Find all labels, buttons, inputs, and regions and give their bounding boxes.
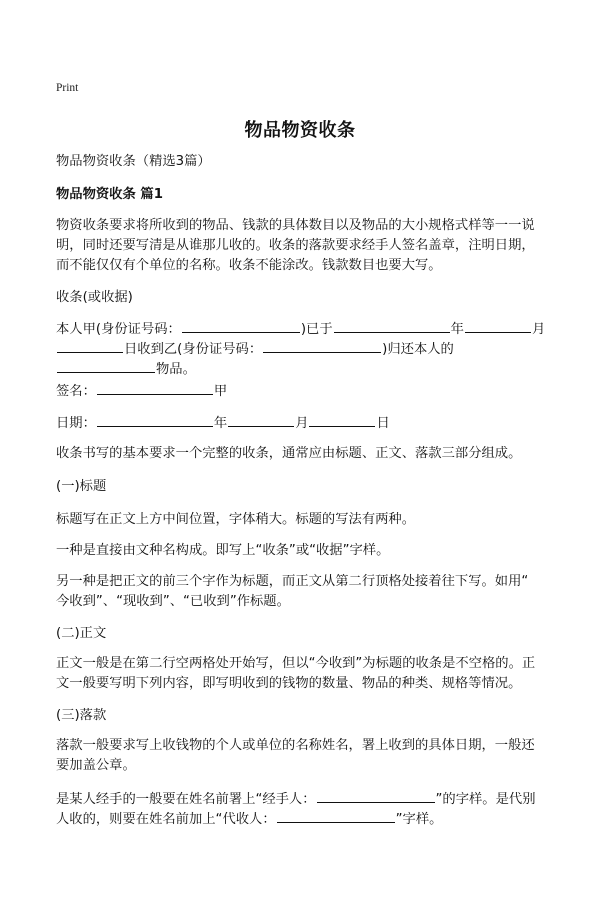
- day-blank: [57, 338, 123, 353]
- body-para-1: 正文一般是在第二行空两格处开始写，但以“今收到”为标题的收条是不空格的。正: [56, 656, 536, 671]
- id-number-blank-2: [263, 338, 381, 353]
- heading-sign-section: (三)落款: [56, 708, 107, 723]
- form-line-3: [56, 358, 552, 380]
- date-line: [56, 412, 552, 434]
- intro-line-3: 而不能仅仅有个单位的名称。收条不能涂改。钱款数目也要大写。: [56, 258, 442, 273]
- intro-line-2: 明，同时还要写清是从谁那儿收的。收条的落款要求经手人签名盖章，注明日期，: [56, 238, 535, 253]
- subtitle: 物品物资收条（精选3篇）: [56, 154, 211, 169]
- form-text-id-label: 本人甲(身份证号码：: [56, 322, 181, 337]
- date-month: 月: [295, 416, 309, 431]
- last-para-line-2: [56, 808, 552, 830]
- form-text-received: 日收到乙(身份证号码：: [124, 342, 263, 357]
- year-blank: [334, 318, 450, 333]
- last-para-text-2a: 人收的，则要在姓名前加上“代收人：: [56, 812, 276, 827]
- receipt-label: 收条(或收据): [56, 290, 133, 305]
- date-year: 年: [213, 416, 228, 431]
- form-text-month: 月: [531, 322, 546, 337]
- heading-body-section: (二)正文: [56, 626, 107, 641]
- title-para-2: 一种是直接由文种名构成。即写上“收条”或“收据”字样。: [56, 543, 390, 558]
- last-para-text-2b: ”字样。: [395, 812, 443, 827]
- signature-suffix: 甲: [213, 384, 228, 399]
- last-para-text-1a: 是某人经手的一般要在姓名前署上“经手人：: [56, 792, 316, 807]
- form-text-items: 物品。: [156, 362, 196, 377]
- date-year-blank: [97, 412, 213, 427]
- intro-line-1: 物资收条要求将所收到的物品、钱款的具体数目以及物品的大小规格式样等一一说: [56, 218, 535, 233]
- date-day-blank: [309, 412, 375, 427]
- section-heading: 物品物资收条 篇1: [56, 187, 163, 202]
- signature-label: 签名：: [56, 384, 96, 399]
- page-title: 物品物资收条: [244, 120, 356, 141]
- print-link[interactable]: Print: [56, 82, 79, 94]
- last-para-line-1: [56, 788, 552, 810]
- date-label: 日期：: [56, 416, 96, 431]
- form-text-year: 年: [450, 322, 464, 337]
- body-para-2: 文一般要写明下列内容，即写明收到的钱物的数量、物品的种类、规格等情况。: [56, 676, 522, 691]
- basic-requirement: 收条书写的基本要求一个完整的收条，通常应由标题、正文、落款三部分组成。: [56, 446, 522, 461]
- item-blank: [57, 358, 155, 373]
- signature-line: [56, 380, 552, 402]
- month-blank: [465, 318, 531, 333]
- date-month-blank: [228, 412, 294, 427]
- form-line-1: [56, 318, 552, 340]
- heading-title-section: (一)标题: [56, 479, 107, 494]
- sign-para-2: 要加盖公章。: [56, 758, 136, 773]
- signature-blank: [97, 380, 213, 395]
- title-para-1: 标题写在正文上方中间位置，字体稍大。标题的写法有两种。: [56, 512, 416, 527]
- form-text-return: )归还本人的: [382, 342, 454, 357]
- id-number-blank: [182, 318, 300, 333]
- form-line-2: [56, 338, 552, 360]
- form-text-already: )已于: [300, 322, 333, 337]
- proxy-blank: [277, 808, 395, 823]
- title-para-3a: 另一种是把正文的前三个字作为标题，而正文从第二行顶格处接着往下写。如用“: [56, 574, 529, 589]
- handler-blank: [317, 788, 435, 803]
- date-day: 日: [376, 416, 390, 431]
- sign-para-1: 落款一般要求写上收钱物的个人或单位的名称姓名，署上收到的具体日期，一般还: [56, 738, 535, 753]
- last-para-text-1b: ”的字样。是代别: [435, 792, 536, 807]
- title-para-3b: 今收到”、“现收到”、“已收到”作标题。: [56, 594, 290, 609]
